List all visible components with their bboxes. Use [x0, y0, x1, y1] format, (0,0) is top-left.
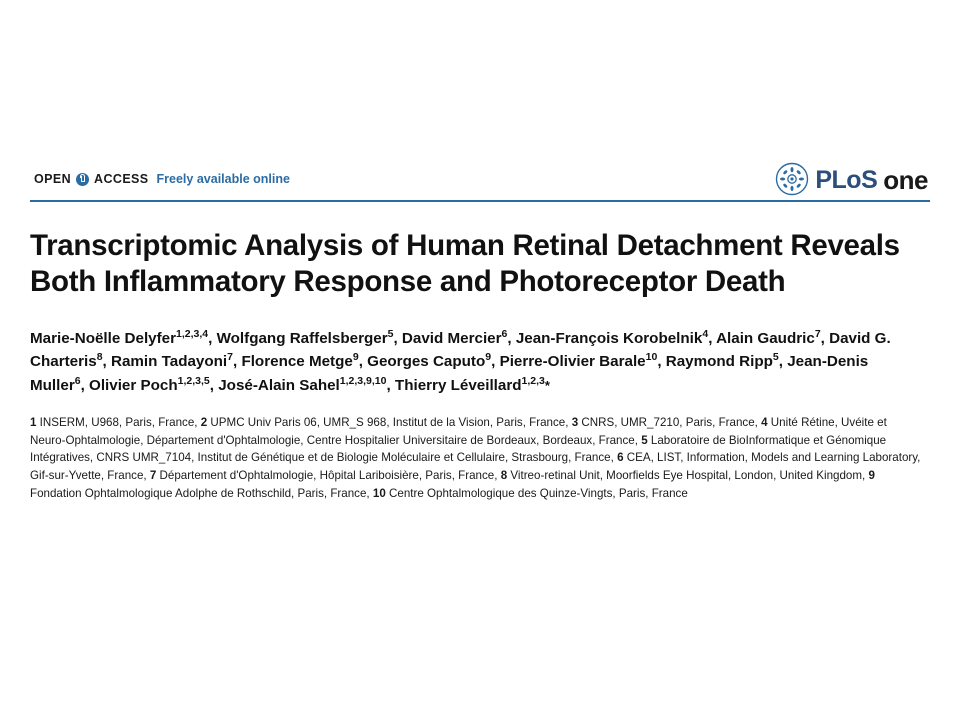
- article-header-block: [30, 165, 930, 502]
- plos-flower-icon: [775, 162, 809, 196]
- open-access-open-text: OPEN: [34, 172, 72, 186]
- freely-available-text: Freely available online: [156, 172, 290, 186]
- open-access-access-text: ACCESS: [94, 172, 149, 186]
- one-wordmark: one: [883, 165, 928, 195]
- open-access-label-group: [34, 172, 290, 186]
- page-title: Transcriptomic Analysis of Human Retinal Detachment Reveals Both Inflammatory Response and Photoreceptor Death: [30, 229, 900, 299]
- affiliation-list: 1 INSERM, U968, Paris, France, 2 UPMC Univ Paris 06, UMR_S 968, Institut de la Vision, Paris, France, 3 CNRS, UMR_7210, Paris, France, 4 Unité Rétine, Uvéite et Neuro-Ophtalmologie, Département d'Ophtalmologie, Centre Hospitalier Universitaire de Bordeaux, Bordeaux, France, 5 Laboratoire de BioInformatique et Génomique Intégratives, CNRS UMR_7104, Institut de Génétique et de Biologie Moléculaire et Cellulaire, Strasbourg, France, 6 CEA, LIST, Information, Models and Learning Laboratory, Gif-sur-Yvette, France, 7 Département d'Ophtalmologie, Hôpital Lariboisière, Paris, France, 8 Vitreo-retinal Unit, Moorfields Eye Hospital, London, United Kingdom, 9 Fondation Ophtalmologique Adolphe de Rothschild, Paris, France, 10 Centre Ophtalmologique des Quinze-Vingts, Paris, France: [30, 416, 921, 500]
- plos-wordmark: PLoS: [815, 165, 878, 194]
- author-list: Marie-Noëlle Delyfer$^{1,2,3,4}$, Wolfgang Raffelsberger$^5$, David Mercier$^6$, Jean-François Korobelnik$^4$, Alain Gaudric$^7$, David G. Charteris$^8$, Ramin Tadayoni$^7$, Florence Metge$^9$, Georges Caputo$^9$, Pierre-Olivier Barale$^{10}$, Raymond Ripp$^5$, Jean-Denis Muller$^6$, Olivier Poch$^{1,2,3,5}$, José-Alain Sahel$^{1,2,3,9,10}$, Thierry Léveillard$^{1,2,3}$*: [30, 327, 891, 394]
- open-access-bar: [30, 165, 930, 202]
- plos-one-logo: [775, 162, 928, 196]
- lock-icon: [76, 173, 89, 186]
